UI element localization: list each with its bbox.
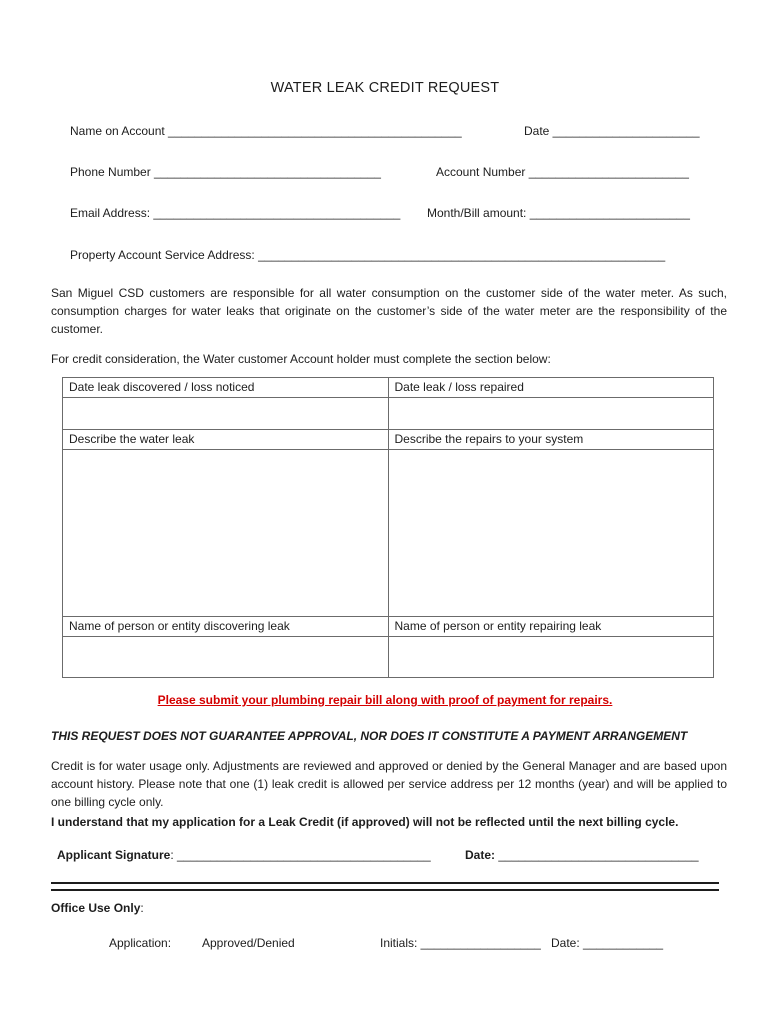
office-use-heading (51, 901, 144, 915)
credit-terms-paragraph: Credit is for water usage only. Adjustments are reviewed and approved or denied by the General Manager and are based upon account history. Please note that one (1) leak credit is allowed per service address per 12 months (year) and will be applied to one billing cycle only. (51, 759, 727, 809)
submit-bill-notice: Please submit your plumbing repair bill along with proof of payment for repairs. (157, 693, 613, 707)
signature-date-line: ______________________________ (495, 848, 699, 862)
approved-denied-option[interactable]: Approved/Denied (202, 936, 295, 950)
understand-statement: I understand that my application for a Leak Credit (if approved) will not be reflected until the next billing cycle. (51, 815, 679, 829)
applicant-signature-field[interactable] (57, 848, 431, 862)
office-use-label: Office Use Only (51, 901, 141, 915)
credit-consideration-paragraph: For credit consideration, the Water customer Account holder must complete the section below: (51, 352, 551, 366)
date-discovered-input[interactable] (63, 398, 389, 430)
responsibility-paragraph: San Miguel CSD customers are responsible for all water consumption on the customer side of the water meter. As such, consumption charges for water leaks that originate on the customer’s side of the water meter are the responsibility of the customer. (51, 286, 727, 336)
office-date-field[interactable]: Date: ____________ (551, 936, 664, 950)
describe-leak-input[interactable] (63, 450, 389, 617)
approval-disclaimer: THIS REQUEST DOES NOT GUARANTEE APPROVAL, NOR DOES IT CONSTITUTE A PAYMENT ARRANGEMENT (51, 729, 688, 743)
form-title: WATER LEAK CREDIT REQUEST (270, 80, 500, 96)
describe-repairs-input[interactable] (388, 450, 714, 617)
phone-number-field[interactable]: Phone Number __________________________________ (70, 165, 381, 179)
person-discovering-input[interactable] (63, 637, 389, 678)
section-divider (51, 882, 719, 891)
name-on-account-field[interactable]: Name on Account ____________________________________________ (70, 124, 462, 138)
property-address-field[interactable]: Property Account Service Address: _____________________________________________________________ (70, 248, 666, 262)
applicant-signature-label: Applicant Signature (57, 848, 171, 862)
account-number-field[interactable]: Account Number ________________________ (436, 165, 689, 179)
date-field[interactable]: Date ______________________ (524, 124, 700, 138)
date-repaired-input[interactable] (388, 398, 714, 430)
describe-repairs-label: Describe the repairs to your system (388, 430, 714, 450)
application-label: Application: (109, 936, 172, 950)
signature-date-field[interactable] (465, 848, 699, 862)
applicant-signature-line: : ______________________________________ (170, 848, 431, 862)
email-address-field[interactable]: Email Address: _____________________________________ (70, 206, 401, 220)
signature-date-label: Date: (465, 848, 496, 862)
person-repairing-input[interactable] (388, 637, 714, 678)
office-use-colon: : (140, 901, 144, 915)
date-discovered-label: Date leak discovered / loss noticed (63, 378, 389, 398)
person-discovering-label: Name of person or entity discovering leak (63, 617, 389, 637)
office-initials-field[interactable]: Initials: __________________ (380, 936, 541, 950)
month-bill-amount-field[interactable]: Month/Bill amount: ________________________ (427, 206, 690, 220)
leak-details-table (62, 377, 714, 678)
person-repairing-label: Name of person or entity repairing leak (388, 617, 714, 637)
describe-leak-label: Describe the water leak (63, 430, 389, 450)
date-repaired-label: Date leak / loss repaired (388, 378, 714, 398)
